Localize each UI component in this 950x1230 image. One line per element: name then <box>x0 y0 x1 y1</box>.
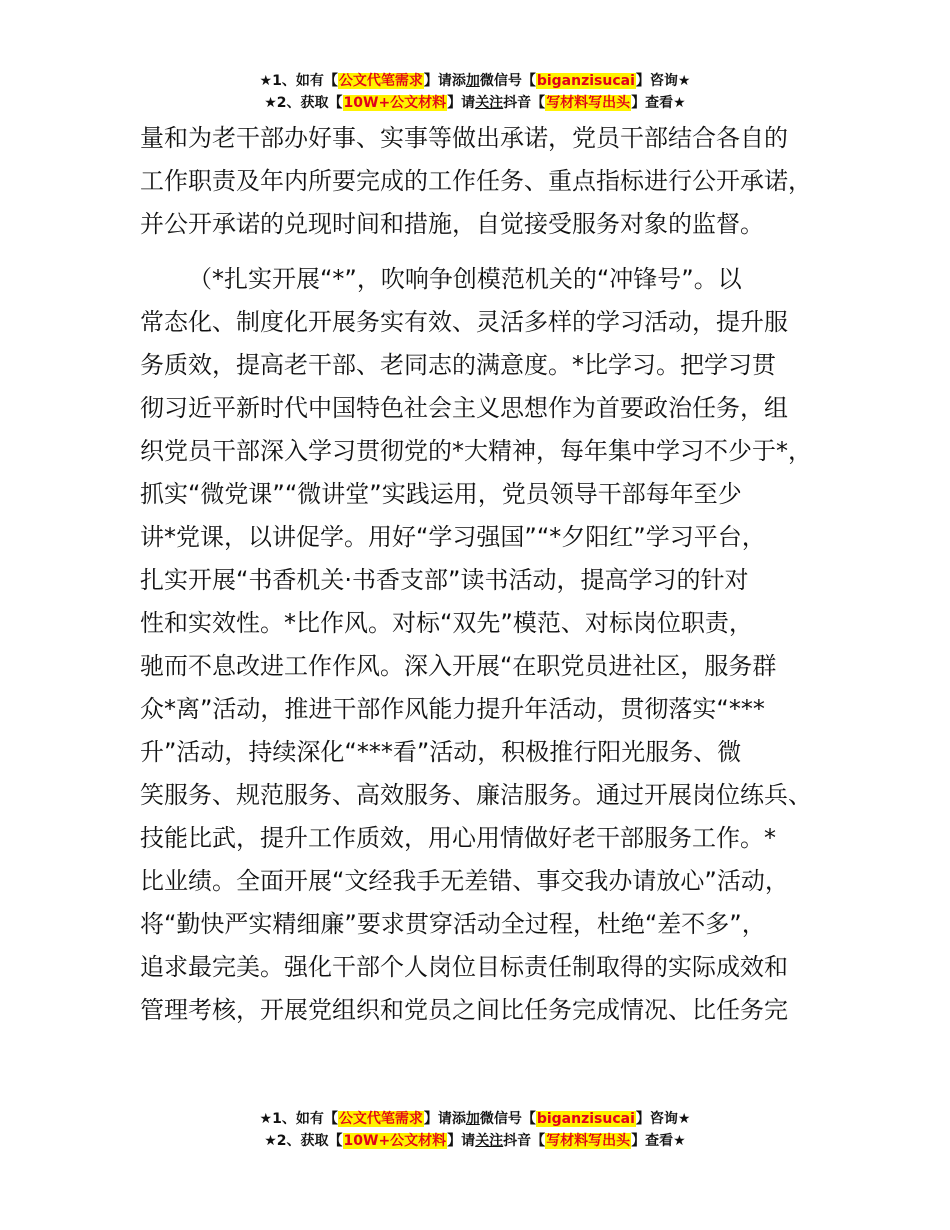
text-line: 升”活动，持续深化“***看”活动，积极推行阳光服务、微 <box>140 738 742 766</box>
banner-text: ★2、获取【 <box>264 1133 343 1149</box>
banner-text: 微信号【 <box>479 73 536 89</box>
text-line: 性和实效性。*比作风。对标“双先”模范、对标岗位职责， <box>140 609 753 637</box>
banner-text: ★2、获取【 <box>264 95 343 111</box>
banner-underlined: 关注 <box>475 1133 504 1149</box>
paragraph-gap <box>140 246 840 258</box>
text-line: 工作职责及年内所要完成的工作任务、重点指标进行公开承诺， <box>140 167 812 195</box>
text-line: 量和为老干部办好事、实事等做出承诺，党员干部结合各自的 <box>140 124 788 152</box>
text-line: 常态化、制度化开展务实有效、灵活多样的学习活动，提升服 <box>140 308 788 336</box>
banner-line-1 <box>0 70 950 92</box>
text-line: 笑服务、规范服务、高效服务、廉洁服务。通过开展岗位练兵、 <box>140 781 812 809</box>
banner-text: 】请添 <box>423 73 466 89</box>
banner-text: 微信号【 <box>479 1111 536 1127</box>
text-line: （*扎实开展“*”，吹响争创模范机关的“冲锋号”。以 <box>188 265 742 293</box>
banner-text: ★1、如有【 <box>259 73 338 89</box>
banner-underlined: 加 <box>465 73 480 89</box>
banner-douyin-id: 写材料写出头 <box>546 95 631 111</box>
banner-highlight: 10W+公文材料 <box>343 1133 447 1149</box>
text-line: 比业绩。全面开展“文经我手无差错、事交我办请放心”活动， <box>140 867 789 895</box>
banner-text: 】查看★ <box>631 95 686 111</box>
banner-underlined: 关注 <box>475 95 504 111</box>
text-line: 扎实开展“书香机关·书香支部”读书活动，提高学习的针对 <box>140 566 749 594</box>
text-line: 讲*党课，以讲促学。用好“学习强国”“*夕阳红”学习平台， <box>140 523 766 551</box>
text-line: 织党员干部深入学习贯彻党的*大精神，每年集中学习不少于*， <box>140 437 812 465</box>
banner-text: 】查看★ <box>631 1133 686 1149</box>
banner-line-2 <box>0 1130 950 1152</box>
banner-highlight: 公文代笔需求 <box>338 73 423 89</box>
text-line: 彻习近平新时代中国特色社会主义思想作为首要政治任务，组 <box>140 394 788 422</box>
text-line: 技能比武，提升工作质效，用心用情做好老干部服务工作。* <box>140 824 776 852</box>
paragraph-1 <box>140 117 840 246</box>
text-line: 抓实“微党课”“微讲堂”实践运用，党员领导干部每年至少 <box>140 480 742 508</box>
banner-text: 抖音【 <box>503 1133 546 1149</box>
banner-text: 】咨询★ <box>635 1111 691 1127</box>
banner-douyin-id: 写材料写出头 <box>546 1133 631 1149</box>
text-line: 并公开承诺的兑现时间和措施，自觉接受服务对象的监督。 <box>140 210 764 238</box>
banner-text: 】请 <box>447 1133 476 1149</box>
banner-text: 抖音【 <box>503 95 546 111</box>
text-line: 将“勤快严实精细廉”要求贯穿活动全过程，杜绝“差不多”， <box>140 910 766 938</box>
banner-text: 】请添 <box>423 1111 466 1127</box>
banner-highlight: 10W+公文材料 <box>343 95 447 111</box>
banner-text: 】咨询★ <box>635 73 691 89</box>
paragraph-2 <box>140 258 840 1032</box>
banner-line-2 <box>0 92 950 114</box>
banner-text: ★1、如有【 <box>259 1111 338 1127</box>
banner-text: 】请 <box>447 95 476 111</box>
banner-highlight: 公文代笔需求 <box>338 1111 423 1127</box>
text-line: 追求最完美。强化干部个人岗位目标责任制取得的实际成效和 <box>140 953 788 981</box>
banner-wechat-id: biganzisucai <box>536 1111 635 1127</box>
text-line: 务质效，提高老干部、老同志的满意度。*比学习。把学习贯 <box>140 351 776 379</box>
text-line: 众*离”活动，推进干部作风能力提升年活动，贯彻落实“*** <box>140 695 765 723</box>
banner-underlined: 加 <box>465 1111 480 1127</box>
banner-line-1 <box>0 1108 950 1130</box>
header-banner <box>0 70 950 114</box>
text-line: 管理考核，开展党组织和党员之间比任务完成情况、比任务完 <box>140 996 788 1024</box>
document-body <box>140 117 840 1032</box>
text-line: 驰而不息改进工作作风。深入开展“在职党员进社区，服务群 <box>140 652 777 680</box>
banner-wechat-id: biganzisucai <box>536 73 635 89</box>
footer-banner <box>0 1108 950 1152</box>
